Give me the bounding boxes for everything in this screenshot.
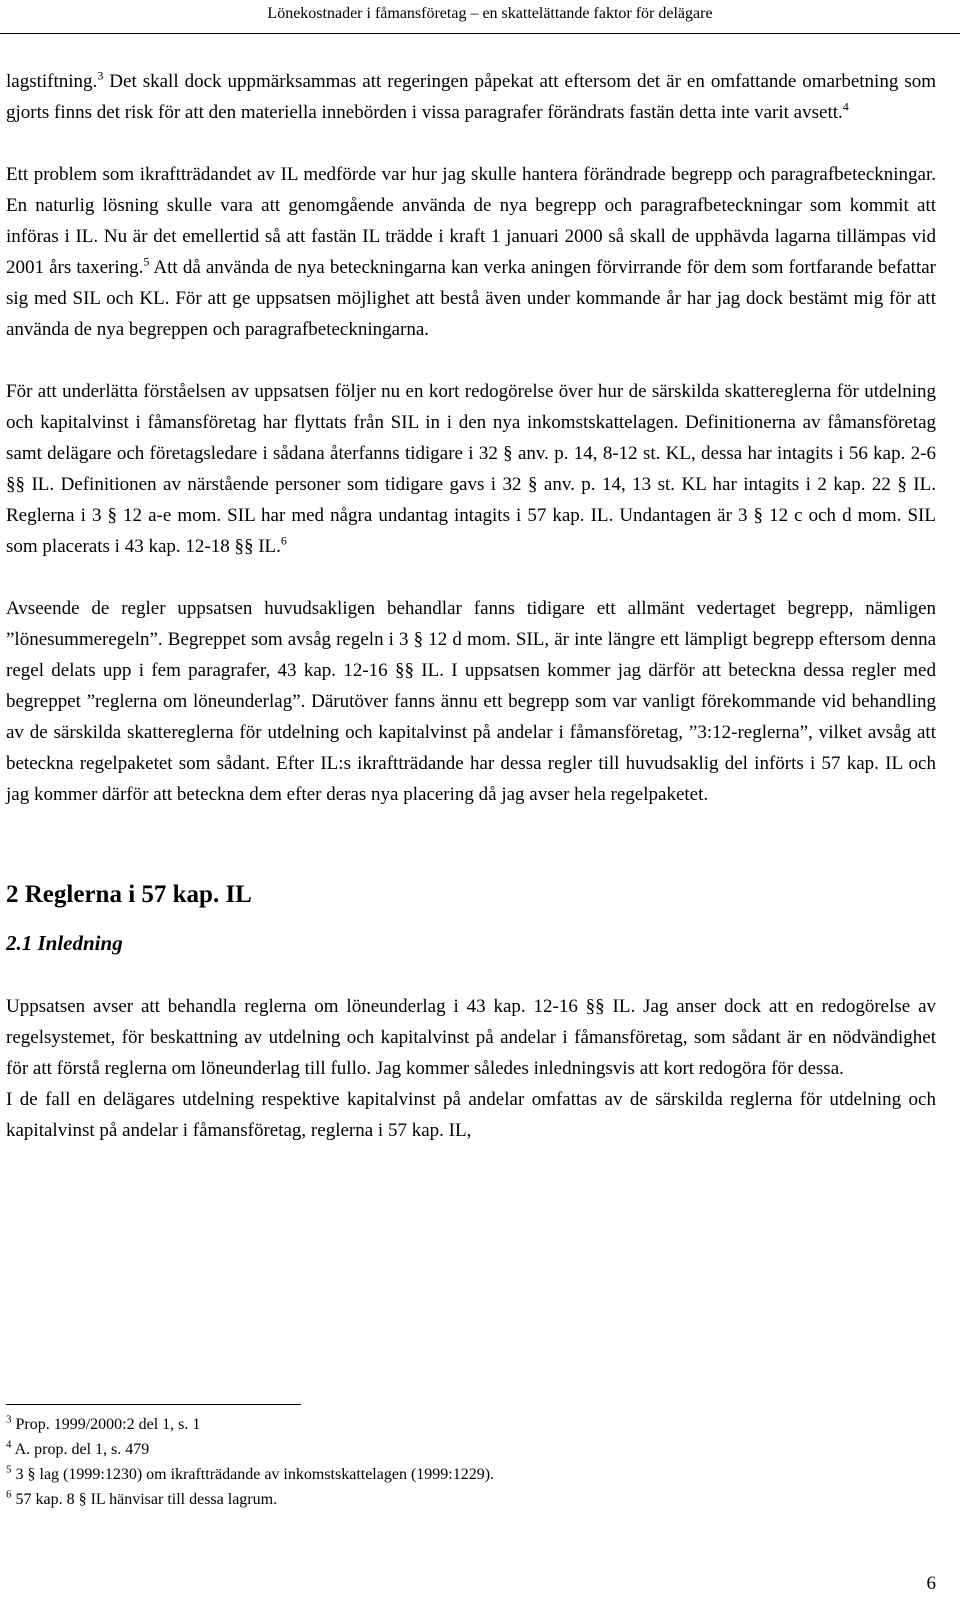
footnote-6 xyxy=(6,1487,936,1512)
paragraph-6: I de fall en delägares utdelning respektive kapitalvinst på andelar omfattas av de särskilda reglerna för utdelning och kapitalvinst på andelar i fåmansföretag, reglerna i 57 kap. IL, xyxy=(6,1089,936,1141)
footnote-ref-4[interactable]: 4 xyxy=(842,99,849,114)
section-heading: 2 Reglerna i 57 kap. IL xyxy=(6,881,252,908)
footnote-4 xyxy=(6,1437,936,1462)
header-divider xyxy=(0,33,960,34)
footnote-5 xyxy=(6,1462,936,1487)
footnote-ref-5[interactable]: 5 xyxy=(143,254,150,269)
footnote-text: 57 kap. 8 § IL hänvisar till dessa lagrum. xyxy=(11,1491,278,1508)
footnote-number: 6 xyxy=(6,1488,12,1501)
footnote-3 xyxy=(6,1412,936,1437)
paragraph-5: Uppsatsen avser att behandla reglerna om löneunderlag i 43 kap. 12-16 §§ IL. Jag anser dock att en redogörelse av regelsystemet, för beskattning av utdelning och kapitalvinst på andelar i fåmansföretag, som sådant är en nödvändighet för att förstå reglerna om löneunderlag till fullo. Jag kommer således inledningsvis att kort redogöra för dessa. xyxy=(6,996,936,1079)
body-text xyxy=(6,66,936,1146)
paragraph-2-text-a: Ett problem som ikraftträdandet av IL medförde var hur jag skulle hantera förändrade begrepp och paragrafbeteckningar. En naturlig lösning skulle vara att genomgående använda de nya begrepp och paragrafbeteckningar som kommit att införas i IL. Nu är det emellertid så att fastän IL trädde i kraft 1 januari 2000 så skall de upphävda lagarna tillämpas vid 2001 års taxering. xyxy=(6,164,936,278)
paragraph-3 xyxy=(6,376,936,562)
subsection-heading: 2.1 Inledning xyxy=(6,931,123,955)
footnote-text: A. prop. del 1, s. 479 xyxy=(11,1441,150,1458)
paragraph-1-start: lagstiftning. xyxy=(6,71,98,92)
paragraph-1 xyxy=(6,66,936,128)
footnote-number: 4 xyxy=(6,1438,12,1451)
paragraph-3-text: För att underlätta förståelsen av uppsatsen följer nu en kort redogörelse över hur de särskilda skattereglerna för utdelning och kapitalvinst i fåmansföretag har flyttats från SIL in i den nya inkomstskattelagen. Definitionerna av fåmansföretag samt delägare och företagsledare i sådana återfanns tidigare i 32 § anv. p. 14, 8-12 st. KL, dessa har intagits i 56 kap. 2-6 §§ IL. Definitionen av närstående personer som tidigare gavs i 32 § anv. p. 14, 13 st. KL har intagits i 2 kap. 22 § IL. Reglerna i 3 § 12 a-e mom. SIL har med några undantag intagits i 57 kap. IL. Undantagen är 3 § 12 c och d mom. SIL som placerats i 43 kap. 12-18 §§ IL. xyxy=(6,381,936,557)
footnote-ref-6[interactable]: 6 xyxy=(280,533,287,548)
footnote-text: Prop. 1999/2000:2 del 1, s. 1 xyxy=(11,1416,201,1433)
page-number: 6 xyxy=(926,1573,936,1594)
paragraph-1-text: Det skall dock uppmärksammas att regeringen påpekat att eftersom det är en omfattande omarbetning som gjorts finns det risk för att den materiella innebörden i vissa paragrafer förändrats fastän detta inte varit avsett. xyxy=(6,71,936,123)
paragraph-2 xyxy=(6,159,936,345)
footnotes xyxy=(6,1412,936,1512)
footnote-ref-3[interactable]: 3 xyxy=(97,68,104,83)
footnote-number: 3 xyxy=(6,1413,12,1426)
paragraph-2-text-b: Att då använda de nya beteckningarna kan verka aningen förvirrande för dem som fortfarande befattar sig med SIL och KL. För att ge uppsatsen möjlighet att bestå även under kommande år har jag dock bestämt mig för att använda de nya begreppen och paragrafbeteckningarna. xyxy=(6,257,937,340)
footnote-divider xyxy=(6,1404,301,1405)
footnote-number: 5 xyxy=(6,1463,12,1476)
footnote-text: 3 § lag (1999:1230) om ikraftträdande av inkomstskattelagen (1999:1229). xyxy=(11,1466,495,1483)
running-header: Lönekostnader i fåmansföretag – en skattelättande faktor för delägare xyxy=(267,5,713,22)
paragraph-4: Avseende de regler uppsatsen huvudsakligen behandlar fanns tidigare ett allmänt vedertaget begrepp, nämligen ”lönesummeregeln”. Begreppet som avsåg regeln i 3 § 12 d mom. SIL, är inte längre ett lämpligt begrepp eftersom denna regel delats upp i fem paragrafer, 43 kap. 12-16 §§ IL. I uppsatsen kommer jag därför att beteckna dessa regler med begreppet ”reglerna om löneunderlag”. Därutöver fanns ännu ett begrepp som var vanligt förekommande vid behandling av de särskilda skattereglerna för utdelning och kapitalvinst på andelar i fåmansföretag, ”3:12-reglerna”, vilket avsåg att beteckna regelpaketet som sådant. Efter IL:s ikraftträdande har dessa regler till huvudsaklig del införts i 57 kap. IL och jag kommer därför att beteckna dem efter deras nya placering då jag avser hela regelpaketet. xyxy=(6,598,936,805)
